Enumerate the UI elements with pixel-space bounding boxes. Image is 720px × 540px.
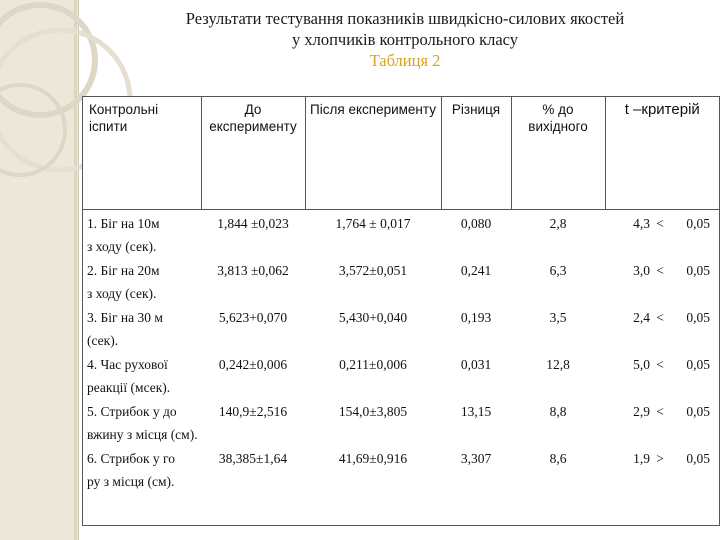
table-row xyxy=(83,400,719,447)
cell-t-criterion xyxy=(605,447,719,494)
header-percent: % до вихідного xyxy=(511,97,605,210)
t-critical: 0,05 xyxy=(686,310,710,325)
t-critical: 0,05 xyxy=(686,451,710,466)
cell-percent: 8,6 xyxy=(549,451,567,466)
results-table-frame xyxy=(82,96,720,526)
cell-percent: 3,5 xyxy=(549,310,567,325)
table-row xyxy=(83,210,719,260)
cell-after: 1,764 ± 0,017 xyxy=(335,216,411,231)
cell-difference: 0,031 xyxy=(460,357,492,372)
cell-difference: 0,193 xyxy=(460,310,492,325)
results-table xyxy=(83,97,719,494)
cell-before: 5,623+0,070 xyxy=(218,310,288,325)
cell-t-criterion xyxy=(605,210,719,260)
cell-t-criterion xyxy=(605,259,719,306)
cell-before: 0,242±0,006 xyxy=(218,357,288,372)
table-caption: Таблиця 2 xyxy=(369,51,441,70)
t-value: 3,0 xyxy=(633,263,650,278)
table-header-row xyxy=(83,97,719,210)
title-line-2: у хлопчиків контрольного класу xyxy=(291,30,519,49)
header-test: Контрольні іспити xyxy=(83,97,201,210)
header-before: До експерименту xyxy=(201,97,305,210)
cell-difference: 3,307 xyxy=(460,451,492,466)
cell-test-name: 3. Біг на 30 м (сек). xyxy=(87,310,163,348)
t-value: 2,9 xyxy=(633,404,650,419)
cell-test-name: 4. Час рухової реакції (мсек). xyxy=(87,357,171,395)
t-value: 1,9 xyxy=(633,451,650,466)
cell-after: 0,211±0,006 xyxy=(339,357,407,372)
table-row xyxy=(83,353,719,400)
cell-before: 3,813 ±0,062 xyxy=(217,263,289,278)
table-row xyxy=(83,306,719,353)
table-body xyxy=(83,210,719,495)
cell-before: 140,9±2,516 xyxy=(218,404,288,419)
t-critical: 0,05 xyxy=(686,263,710,278)
t-critical: 0,05 xyxy=(686,404,710,419)
t-critical: 0,05 xyxy=(686,216,710,231)
t-relation: < xyxy=(656,310,664,325)
t-value: 4,3 xyxy=(633,216,650,231)
cell-after: 3,572±0,051 xyxy=(338,263,408,278)
cell-difference: 0,080 xyxy=(460,216,492,231)
table-row xyxy=(83,259,719,306)
cell-difference: 0,241 xyxy=(460,263,492,278)
cell-percent: 6,3 xyxy=(549,263,567,278)
cell-difference: 13,15 xyxy=(460,404,492,419)
t-relation: < xyxy=(656,263,664,278)
cell-percent: 2,8 xyxy=(549,216,567,231)
cell-test-name: 2. Біг на 20м з ходу (сек). xyxy=(87,263,160,301)
cell-before: 38,385±1,64 xyxy=(218,451,288,466)
cell-before: 1,844 ±0,023 xyxy=(217,216,289,231)
t-relation: < xyxy=(656,216,664,231)
cell-t-criterion xyxy=(605,306,719,353)
header-t-criterion: t –критерій xyxy=(605,97,719,210)
table-row xyxy=(83,447,719,494)
t-relation: < xyxy=(656,357,664,372)
cell-test-name: 6. Стрибок у го ру з місця (см). xyxy=(87,451,175,489)
title-line-1: Результати тестування показників швидкісно-силових якостей xyxy=(185,9,625,28)
t-relation: < xyxy=(656,404,664,419)
cell-t-criterion xyxy=(605,400,719,447)
t-value: 2,4 xyxy=(633,310,650,325)
cell-test-name: 5. Стрибок у до вжину з місця (см). xyxy=(87,404,198,442)
cell-after: 154,0±3,805 xyxy=(338,404,408,419)
header-after: Після експерименту xyxy=(305,97,441,210)
cell-test-name: 1. Біг на 10м з ходу (сек). xyxy=(87,216,160,254)
cell-percent: 8,8 xyxy=(549,404,567,419)
t-relation: > xyxy=(656,451,664,466)
slide-title xyxy=(90,8,720,71)
t-critical: 0,05 xyxy=(686,357,710,372)
cell-after: 5,430+0,040 xyxy=(338,310,408,325)
header-difference: Різниця xyxy=(441,97,511,210)
cell-t-criterion xyxy=(605,353,719,400)
cell-percent: 12,8 xyxy=(546,357,570,372)
cell-after: 41,69±0,916 xyxy=(338,451,408,466)
t-value: 5,0 xyxy=(633,357,650,372)
